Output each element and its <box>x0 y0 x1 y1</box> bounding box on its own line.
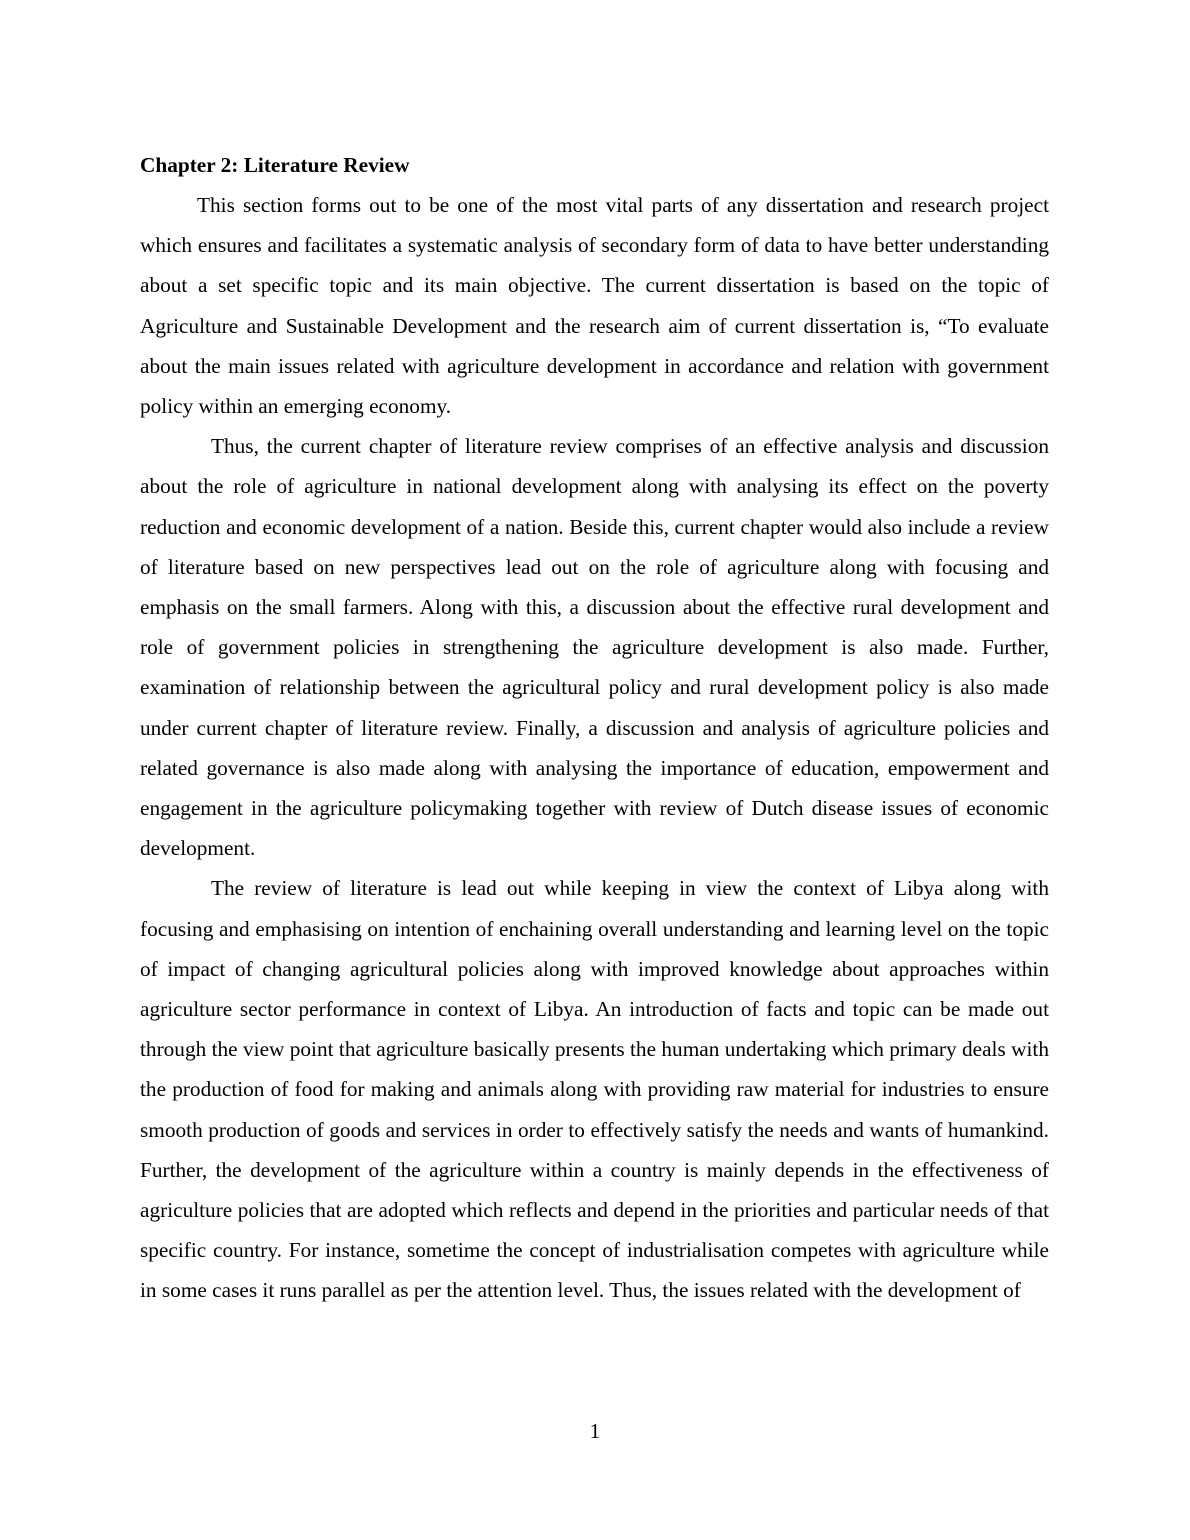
paragraph-intro: This section forms out to be one of the most vital parts of any dissertation and research project which ensures and facilitates a systematic analysis of secondary form of data to have better understanding about a set specific topic and its main objective. The current dissertation is based on the topic of Agriculture and Sustainable Development and the research aim of current dissertation is, “To evaluate about the main issues related with agriculture development in accordance and relation with government policy within an emerging economy. <box>140 193 1049 419</box>
paragraph-libya-context: The review of literature is lead out while keeping in view the context of Libya along with focusing and emphasising on intention of enchaining overall understanding and learning level on the topic of impact of changing agricultural policies along with improved knowledge about approaches within agriculture sector performance in context of Libya. An introduction of facts and topic can be made out through the view point that agriculture basically presents the human undertaking which primary deals with the production of food for making and animals along with providing raw material for industries to ensure smooth production of goods and services in order to effectively satisfy the needs and wants of humankind. Further, the development of the agriculture within a country is mainly depends in the effectiveness of agriculture policies that are adopted which reflects and depend in the priorities and particular needs of that specific country. For instance, sometime the concept of industrialisation competes with agriculture while in some cases it runs parallel as per the attention level. Thus, the issues related with the development of <box>140 876 1049 1303</box>
document-page <box>140 145 1049 1311</box>
paragraph-chapter-overview: Thus, the current chapter of literature review comprises of an effective analysis and discussion about the role of agriculture in national development along with analysing its effect on the poverty reduction and economic development of a nation. Beside this, current chapter would also include a review of literature based on new perspectives lead out on the role of agriculture along with focusing and emphasis on the small farmers. Along with this, a discussion about the effective rural development and role of government policies in strengthening the agriculture development is also made. Further, examination of relationship between the agricultural policy and rural development policy is also made under current chapter of literature review. Finally, a discussion and analysis of agriculture policies and related governance is also made along with analysing the importance of education, empowerment and engagement in the agriculture policymaking together with review of Dutch disease issues of economic development. <box>140 434 1049 861</box>
page-number: 1 <box>589 1419 601 1443</box>
chapter-title: Chapter 2: Literature Review <box>140 153 410 177</box>
